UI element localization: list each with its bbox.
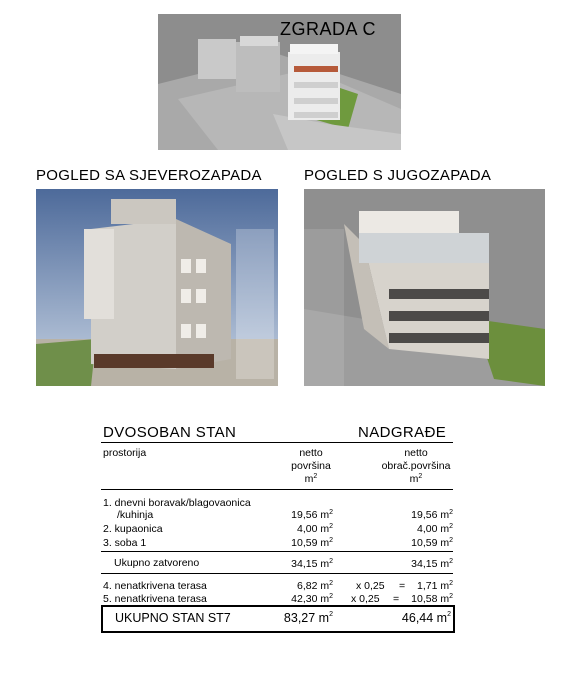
apartment-total-label: UKUPNO STAN ST7 [115,611,231,625]
col-calc-header-2: obrač.površina [381,460,451,472]
aerial-render [158,14,401,150]
closed-total-calc: 34,15 $m^2$ [411,558,453,570]
northwest-view-render [36,189,278,386]
col-net-header-1: netto [299,447,323,459]
col-calc-header-3: $m^2$ [409,473,423,485]
room-1-area: 19,56 $m^2$ [291,509,333,521]
southwest-view-render [304,189,545,386]
room-1-label-1: 1. dnevni boravak/blagovaonica [103,497,251,509]
col-calc-header-1: netto [404,447,428,459]
apartment-type-title: DVOSOBAN STAN [103,424,237,441]
terrace-1-calc: 1,71 $m^2$ [416,580,453,592]
terrace-1-label: 4. nenatkrivena terasa [103,580,207,592]
room-3-area: 10,59 $m^2$ [291,537,333,549]
building-label: ZGRADA C [280,19,377,39]
apartment-total-area: 83,27 $m^2$ [283,611,333,625]
floor-subtitle: NADGRAĐE [358,424,447,441]
room-2-area: 4,00 $m^2$ [296,523,333,535]
terrace-2-factor: x 0,25 [351,593,380,605]
terrace-2-area: 42,30 $m^2$ [291,593,333,605]
closed-total-divider [101,573,453,574]
room-1-calc: 19,56 $m^2$ [411,509,453,521]
room-2-label: 2. kupaonica [103,523,163,535]
room-3-calc: 10,59 $m^2$ [411,537,453,549]
view-sw-caption: POGLED S JUGOZAPADA [304,167,492,184]
terrace-2-label: 5. nenatkrivena terasa [103,593,207,605]
col-room-header: prostorija [103,447,147,459]
col-net-header-3: $m^2$ [304,473,318,485]
terrace-1-area: 6,82 $m^2$ [296,580,333,592]
apartment-total-calc: 46,44 $m^2$ [401,611,451,625]
room-3-label: 3. soba 1 [103,537,147,549]
room-1-label-2: /kuhinja [117,509,154,521]
view-nw-caption: POGLED SA SJEVEROZAPADA [36,167,262,184]
closed-total-label: Ukupno zatvoreno [114,557,200,569]
terrace-2-equals: = [393,593,400,605]
rooms-divider [101,551,453,552]
terrace-1-factor: x 0,25 [356,580,385,592]
terrace-2-calc: 10,58 $m^2$ [411,593,453,605]
column-header-divider [101,489,453,490]
closed-total-area: 34,15 $m^2$ [291,558,333,570]
header-divider [101,442,453,443]
col-net-header-2: površina [291,460,331,472]
room-2-calc: 4,00 $m^2$ [416,523,453,535]
terrace-1-equals: = [399,580,406,592]
